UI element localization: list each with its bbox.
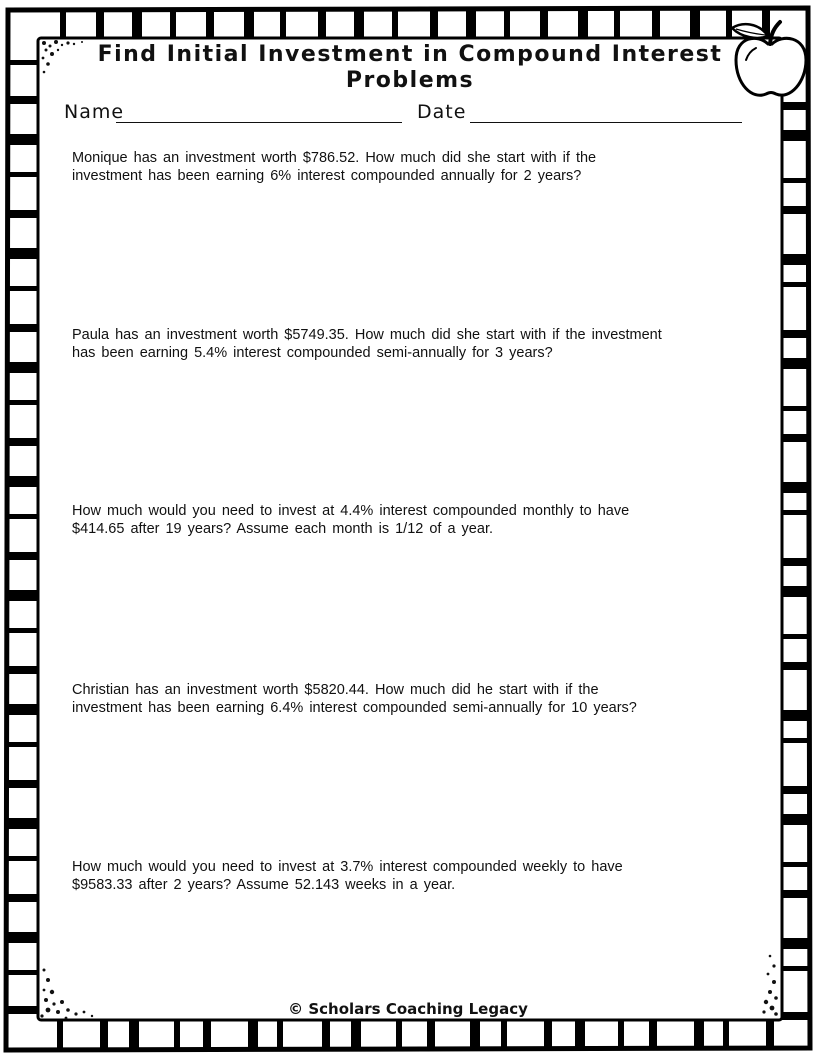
border-stripe <box>782 662 808 670</box>
border-stripe <box>766 1020 774 1050</box>
decor-dot <box>768 990 772 994</box>
border-stripe <box>8 818 38 829</box>
border-stripe <box>652 8 660 38</box>
border-stripe <box>427 1020 435 1050</box>
border-stripe <box>57 1020 63 1050</box>
border-stripe <box>649 1020 657 1050</box>
border-stripe <box>396 1020 402 1050</box>
decor-dot <box>57 49 59 51</box>
decor-dot <box>42 57 45 60</box>
border-stripe <box>694 1020 704 1050</box>
name-label: Name <box>64 101 125 123</box>
question-4-line-1: Christian has an investment worth $5820.44. How much did he start with if the <box>72 682 599 698</box>
question-1-line-1: Monique has an investment worth $786.52. How much did she start with if the <box>72 150 597 166</box>
decor-dot <box>42 41 46 45</box>
border-stripe <box>540 8 548 38</box>
decor-dot <box>54 40 58 44</box>
decor-dot <box>46 62 50 66</box>
border-stripe <box>782 558 808 566</box>
border-stripe <box>782 890 808 898</box>
question-4 <box>72 681 744 717</box>
border-stripe <box>723 1020 729 1050</box>
question-1 <box>72 149 744 185</box>
border-stripe <box>690 8 700 38</box>
border-stripe <box>504 8 510 38</box>
decor-dot <box>769 955 772 958</box>
decor-dot <box>49 45 52 48</box>
border-stripe <box>782 482 808 493</box>
title-line-2: Problems <box>345 68 475 93</box>
border-stripe <box>8 476 38 487</box>
border-stripe <box>206 8 214 38</box>
border-stripe <box>782 406 808 411</box>
border-stripe <box>782 102 808 110</box>
border-stripe <box>8 970 38 975</box>
border-stripe <box>8 932 38 943</box>
question-5-line-1: How much would you need to invest at 3.7% interest compounded weekly to have <box>72 859 623 875</box>
border-stripe <box>174 1020 180 1050</box>
border-stripe <box>8 286 38 291</box>
border-stripe <box>8 628 38 633</box>
decor-dot <box>43 969 46 972</box>
border-stripe <box>782 510 808 515</box>
decor-dot <box>45 49 48 52</box>
border-stripe <box>129 1020 139 1050</box>
decor-dot <box>61 44 63 46</box>
border-stripe <box>100 1020 108 1050</box>
border-stripe <box>8 590 38 601</box>
question-5-line-2: $9583.33 after 2 years? Assume 52.143 weeks in a year. <box>72 877 456 893</box>
border-stripe <box>170 8 176 38</box>
border-stripe <box>354 8 364 38</box>
decor-dot <box>81 41 83 43</box>
decor-dot <box>43 71 46 74</box>
border-stripe <box>782 586 808 597</box>
border-stripe <box>203 1020 211 1050</box>
border-stripe <box>8 134 38 145</box>
border-stripe <box>614 8 620 38</box>
question-1-line-2: investment has been earning 6% interest compounded annually for 2 years? <box>72 168 582 184</box>
border-stripe <box>782 178 808 183</box>
date-field-line[interactable] <box>470 122 742 123</box>
border-stripe <box>244 8 254 38</box>
border-stripe <box>782 434 808 442</box>
border-stripe <box>501 1020 507 1050</box>
border-stripe <box>544 1020 552 1050</box>
decor-dot <box>43 989 46 992</box>
question-2-line-1: Paula has an investment worth $5749.35. How much did she start with if the investment <box>72 327 662 343</box>
worksheet-title <box>90 42 730 94</box>
border-stripe <box>322 1020 330 1050</box>
border-stripe <box>8 248 38 259</box>
border-stripe <box>8 704 38 715</box>
border-stripe <box>782 130 808 141</box>
question-2-line-2: has been earning 5.4% interest compounded semi-annually for 3 years? <box>72 345 553 361</box>
border-stripe <box>618 1020 624 1050</box>
question-5 <box>72 858 744 894</box>
border-stripe <box>8 894 38 902</box>
border-stripe <box>8 172 38 177</box>
border-stripe <box>8 324 38 332</box>
question-3 <box>72 502 744 538</box>
date-label: Date <box>417 101 467 123</box>
question-3-line-2: $414.65 after 19 years? Assume each month is 1/12 of a year. <box>72 521 493 537</box>
copyright-footer: © Scholars Coaching Legacy <box>288 1000 528 1018</box>
decor-dot <box>50 990 54 994</box>
title-line-1: Find Initial Investment in Compound Interest <box>97 42 723 67</box>
border-stripe <box>578 8 588 38</box>
border-stripe <box>8 438 38 446</box>
decor-dot <box>66 41 69 44</box>
border-stripe <box>782 814 808 825</box>
border-stripe <box>8 96 38 104</box>
decor-dot <box>772 964 775 967</box>
border-stripe <box>782 738 808 743</box>
border-stripe <box>248 1020 258 1050</box>
border-stripe <box>782 634 808 639</box>
decor-dot <box>772 980 776 984</box>
border-stripe <box>96 8 104 38</box>
apple-icon <box>728 14 810 102</box>
border-stripe <box>782 862 808 867</box>
border-stripe <box>280 8 286 38</box>
border-stripe <box>430 8 438 38</box>
border-stripe <box>8 60 38 65</box>
border-stripe <box>277 1020 283 1050</box>
question-2 <box>72 326 744 362</box>
border-stripe <box>782 358 808 369</box>
border-stripe <box>8 856 38 861</box>
decor-dot <box>46 978 50 982</box>
border-stripe <box>782 282 808 287</box>
border-stripe <box>8 666 38 674</box>
border-stripe <box>575 1020 585 1050</box>
border-stripe <box>8 362 38 373</box>
border-stripe <box>782 206 808 214</box>
border-stripe <box>8 400 38 405</box>
border-stripe <box>60 8 66 38</box>
question-3-line-1: How much would you need to invest at 4.4% interest compounded monthly to have <box>72 503 630 519</box>
border-stripe <box>392 8 398 38</box>
decor-dot <box>50 52 54 56</box>
border-stripe <box>470 1020 480 1050</box>
border-stripe <box>782 786 808 794</box>
border-stripe <box>782 938 808 949</box>
name-field-line[interactable] <box>116 122 402 123</box>
decor-dot <box>73 43 75 45</box>
border-stripe <box>782 710 808 721</box>
border-stripe <box>351 1020 361 1050</box>
border-stripe <box>782 966 808 971</box>
border-stripe <box>466 8 476 38</box>
question-4-line-2: investment has been earning 6.4% interest compounded semi-annually for 10 years? <box>72 700 637 716</box>
border-stripe <box>132 8 142 38</box>
border-stripe <box>8 780 38 788</box>
border-stripe <box>8 210 38 218</box>
border-stripe <box>782 330 808 338</box>
border-stripe <box>8 552 38 560</box>
corner-dots-top-left <box>38 38 98 88</box>
border-stripe <box>8 742 38 747</box>
border-stripe <box>782 254 808 265</box>
border-stripe <box>318 8 326 38</box>
border-stripe <box>8 514 38 519</box>
decor-dot <box>767 973 770 976</box>
